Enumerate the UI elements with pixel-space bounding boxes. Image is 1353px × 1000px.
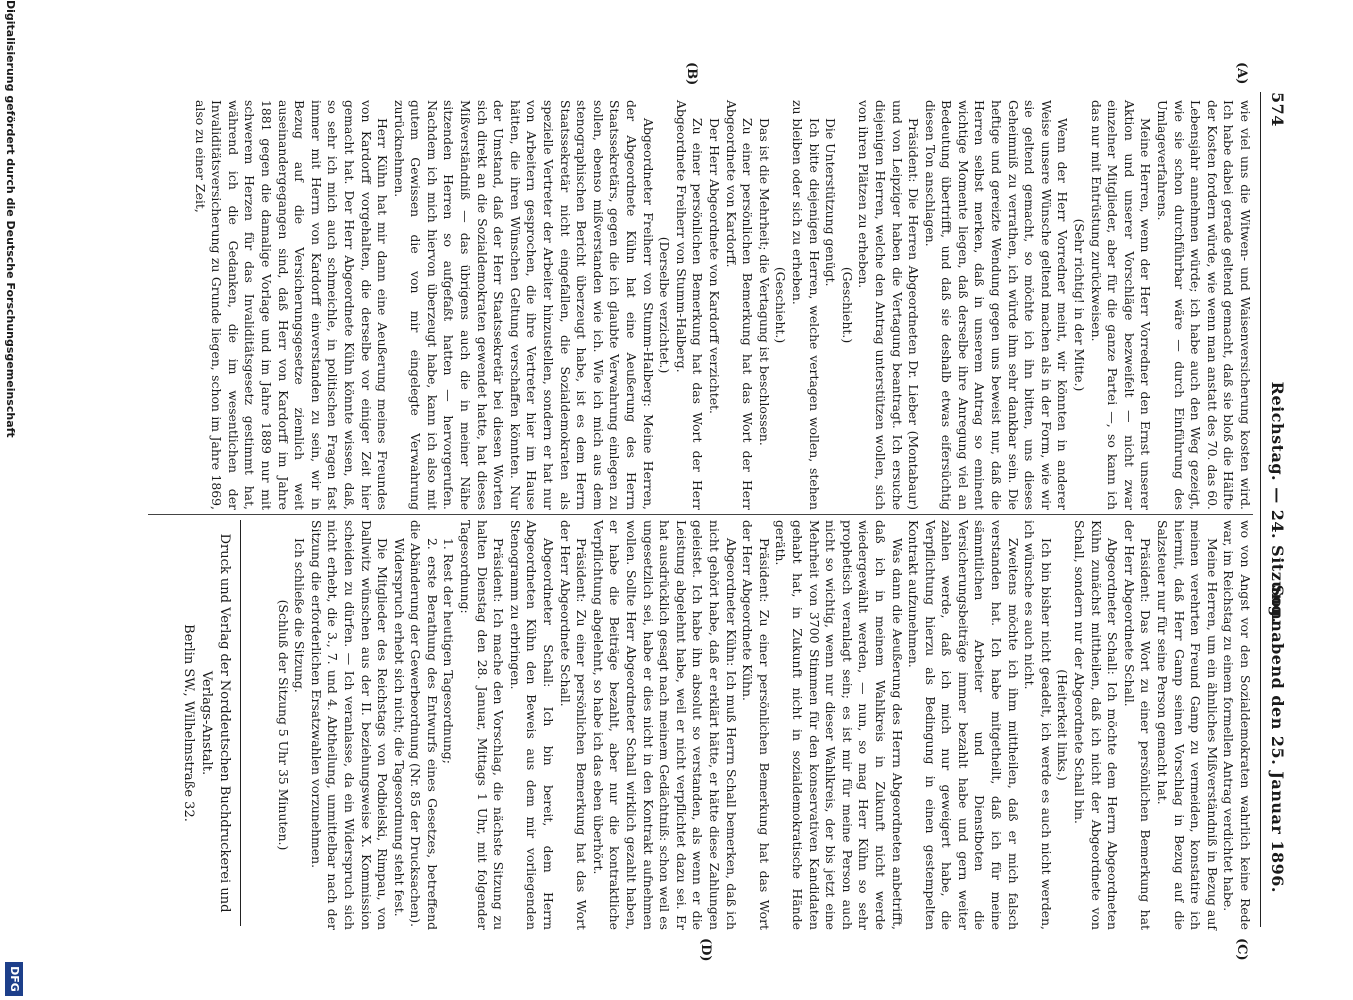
paragraph: Widerspruch erhebt sich nicht; die Tagesordnung steht fest. [391,538,407,917]
paragraph: Meine Herren, wenn der Herr Vorredner den Ernst unserer Aktion und unserer Vorschläge bezweifelt — nicht zwar einzelner Mitglieder, aber für die ganze Partei —, so kann ich das nur mit Entrüstung zurückweisen. [1088,100,1154,510]
imprint-line-2: Berlin SW., Wilhelmstraße 32. [181,624,196,822]
margin-mark-c: (C) [1234,938,1249,961]
paragraph: Abgeordneter Kühn: Ich muß Herrn Schall bemerken, daß ich nicht gehört habe, daß er erklärt hätte, er hätte diese Zahlungen geleistet. Ich habe ihn absolut so verstanden, als wenn er die Leistung abgelehnt habe, weil er nicht verpflichtet dazu sei. Er hat ausdrücklich gesagt nach meinem Gedächtniß: schon weil es ungesetzlich sei, habe er dies nicht in den Kontrakt aufnehmen wollen. Sollte Herr Abgeordneter Schall wirklich gezahlt haben, er habe die Beiträge bezahlt, aber nur die kontraktliche Verpflichtung abgelehnt, so habe ich das eben überhört. [590,520,739,930]
paragraph: Abgeordneter Schall: Ich bin bereit, dem Herrn Abgeordneten Kühn den Beweis aus dem mir vorliegenden Stenogramm zu erbringen. [507,520,557,930]
dfg-logo [5,962,23,996]
page-number: 574 [1268,92,1287,127]
header-rule [1260,92,1261,927]
paragraph: Präsident: Die Herren Abgeordneten Dr. Lieber (Montabaur) und von Leipziger haben die Vertagung beantragt. Ich ersuche diejenigen Herren, welche den Antrag unterstützen wollen, sich von ihren Plätzen zu erheben. [856,100,922,510]
paragraph: Abgeordneter Schall: Ich möchte dem Herrn Abgeordneten Kühn zunächst mittheilen, daß ich nicht der Abgeordnete von Schall, sondern nur der Abgeordnete Schall bin. [1072,520,1121,930]
paragraph: Präsident: Zu einer persönlichen Bemerkung hat das Wort der Herr Abgeordnete Schall. [557,520,590,930]
margin-mark-b: (B) [684,62,699,86]
header-date: Sonnabend den 25. Januar 1896. [1268,584,1287,893]
paragraph: Was dann die Aeußerung des Herrn Abgeordneten anbetrifft, daß ich in meinem Wahlkreis in Zukunft nicht werde wiedergewählt werden, — nun, so mag Herr Kühn so sehr prophetisch veranlagt sein; es ist mir für meine Person auch nicht so wichtig, wenn nur dieser Wahlkreis, der bis jetzt eine Mehrheit von 3700 Stimmen für den konservativen Kandidaten gehabt hat, in Zukunft nicht in sozialdemokratische Hände geräth. [773,520,905,930]
agenda-item: 1. Rest der heutigen Tagesordnung; [441,538,457,764]
paragraph: Herr Kühn hat mir dann eine Aeußerung meines Freundes von Kardorff vorgehalten, die derselbe vor einiger Zeit hier gemacht hat. Der Herr Abgeordnete Kühn könnte wissen, daß, so sehr ich mich auch schmeichle, in politischen Fragen fast immer mit Herrn von Kardorff einverstanden zu sein, wir in Bezug auf die Versicherungsgesetze ziemlich weit auseinandergegangen sind, daß Herr von Kardorff im Jahre 1881 gegen die damalige Vorlage und im Jahre 1889 nur mit schwerem Herzen für das Invaliditätsgesetz gestimmt hat, während ich die Gedanken, die im wesentlichen der Invaliditätsversicherung zu Grunde liegen, schon im Jahre 1869, also zu einer Zeit, [192,100,391,510]
paragraph: Meine Herren, um ein ähnliches Mißverständniß in Bezug auf meinen verehrten Freund Gamp zu vermeiden, konstatire ich hiermit, daß Herr Gamp seinen Vorschlag in Bezug auf die Salzsteuer nur für seine Person gemacht hat. [1155,520,1220,930]
margin-mark-a: (A) [1234,62,1249,85]
column-divider [148,514,1253,515]
imprint-rule [240,520,241,926]
paragraph: Ich bin bisher nicht geadelt, ich werde es auch nicht werden, ich wünsche es auch nicht. [1022,520,1054,930]
paragraph: Der Herr Abgeordnete von Kardorff verzichtet. [707,118,722,414]
imprint [179,520,233,926]
paragraph: Präsident: Zu einer persönlichen Bemerkung hat das Wort der Herr Abgeordnete Kühn. [740,520,772,930]
paragraph: Präsident: Ich mache den Vorschlag, die nächste Sitzung zu halten Dienstag den 28. Januar, Mittags 1 Uhr, mit folgender Tagesordnung: [458,520,507,930]
margin-mark-d: (D) [698,938,713,962]
interjection: (Derselbe verzichtet.) [657,236,673,374]
header-title: Reichstag. — 24. Sitzung. [1268,381,1287,624]
interjection: (Geschieht.) [773,266,789,344]
imprint-line-1: Druck und Verlag der Norddeutschen Buchdruckerei und Verlags-Anstalt. [199,533,232,913]
page-header [1265,40,1287,965]
paragraph: Ich schließe die Sitzung. [292,538,308,693]
paragraph: Zu einer persönlichen Bemerkung hat das Wort der Herr Abgeordnete Freiherr von Stumm-Halberg. [673,100,706,510]
paragraph: Wenn der Herr Vorredner meint, wir könnten in anderer Weise unsere Wünsche geltend machen als in der Form, wie wir sie geltend gemacht, so möchte ich ihn bitten, uns dieses Geheimniß zu verrathen, ich würde ihm sehr dankbar sein. Die heftige und gereizte Wendung gegen uns beweist nur, daß die Herren selbst merken, daß in unserem Antrag so eminent wichtige Momente liegen, daß derselbe ihre Anregung viel an Bedeutung übertrifft, und daß sie deshalb etwas eifersüchtig diesen Ton anschlagen. [922,100,1071,510]
credit-text: Digitalisierung gefördert durch die Deutsche Forschungsgemeinschaft [4,0,17,438]
interjection: (Sehr richtig! in der Mitte.) [1072,218,1088,392]
closing-note: (Schluß der Sitzung 5 Uhr 35 Minuten.) [275,599,291,851]
paragraph: Ich bitte diejenigen Herren, welche vertagen wollen, stehen zu bleiben oder sich zu erheben. [789,100,822,510]
digitization-credit [4,0,17,1000]
paragraph: Zweitens möchte ich ihm mittheilen, daß er mich falsch verstanden hat. Ich habe mitgetheilt, daß ich für meine sämmtlichen Arbeiter und Dienstboten die Versicherungsbeiträge immer bezahlt habe und gern weiter zahlen werde, daß ich mich nur geweigert habe, die Verpflichtung hierzu als Bedingung in einen gestempelten Kontrakt aufzunehmen. [906,520,1021,930]
paragraph: Präsident: Das Wort zu einer persönlichen Bemerkung hat der Herr Abgeordnete Schall. [1121,520,1154,930]
left-column [191,100,1253,510]
paragraph: Zu einer persönlichen Bemerkung hat das Wort der Herr Abgeordnete von Kardorff. [723,100,756,510]
dfg-logo-text: DFG [8,966,21,992]
paragraph: Die Mitglieder des Reichstags von Podbielski, Rimpau, von Dallwitz wünschen aus der II. beziehungsweise X. Kommission scheiden zu dürfen. — Ich veranlasse, da ein Widerspruch sich nicht erhebt, die 3., 7. und 4. Abtheilung, unmittelbar nach der Sitzung die erforderlichen Ersatzwahlen vorzunehmen. [308,520,391,930]
interjection: (Geschieht.) [839,266,855,344]
interjection: (Heiterkeit links.) [1055,669,1071,781]
paragraph: Das ist die Mehrheit; die Vertagung ist beschlossen. [756,118,772,446]
right-column [274,520,1253,930]
agenda-item: 2. erste Berathung des Entwurfs eines Gesetzes, betreffend die Abänderung der Gewerbeordnung (Nr. 85 der Drucksachen). [408,520,440,930]
paragraph: Die Unterstützung genügt. [823,118,839,287]
paragraph: wo von Angst vor den Sozialdemokraten wahrlich keine Rede war, im Reichstag zu einem formellen Antrag verdichtet habe. [1221,520,1253,930]
paragraph: Abgeordneter Freiherr von Stumm-Halberg: Meine Herren, der Abgeordnete Kühn hat eine Aeußerung des Herrn Staatssekretärs, gegen die ich glaubte Verwahrung einlegen zu sollen, ebenso mißverstanden wie ich. Wie ich mich aus dem stenographischen Bericht überzeugt habe, ist es dem Herrn Staatssekretär nicht eingefallen, die Sozialdemokraten als spezielle Vertreter der Arbeiter hinzustellen, sondern er hat nur von Arbeitern gesprochen, die ihre Vertreter hier im Hause hätten, die ihren Wünschen Geltung verschaffen könnten. Nur der Umstand, daß der Herr Staatssekretär bei diesen Worten sich direkt an die Sozialdemokraten gewendet hatte, hat dieses Mißverständniß — das übrigens auch die in meiner Nähe sitzenden Herren so aufgefaßt hatten — hervorgerufen. Nachdem ich mich hiervon überzeugt habe, kann ich also mit gutem Gewissen die von mir eingelegte Verwahrung zurücknehmen. [391,100,656,510]
paragraph: wie viel uns die Witwen- und Waisenversicherung kosten wird. Ich habe dabei gerade geltend gemacht, daß sie bloß die Hälfte der Kosten fordern würde, wie wenn man anstatt des 70. das 60. Lebensjahr annehmen würde; ich habe auch den Weg gezeigt, wie sie schon durchführbar wäre — durch Einführung des Umlageverfahrens. [1155,100,1253,510]
